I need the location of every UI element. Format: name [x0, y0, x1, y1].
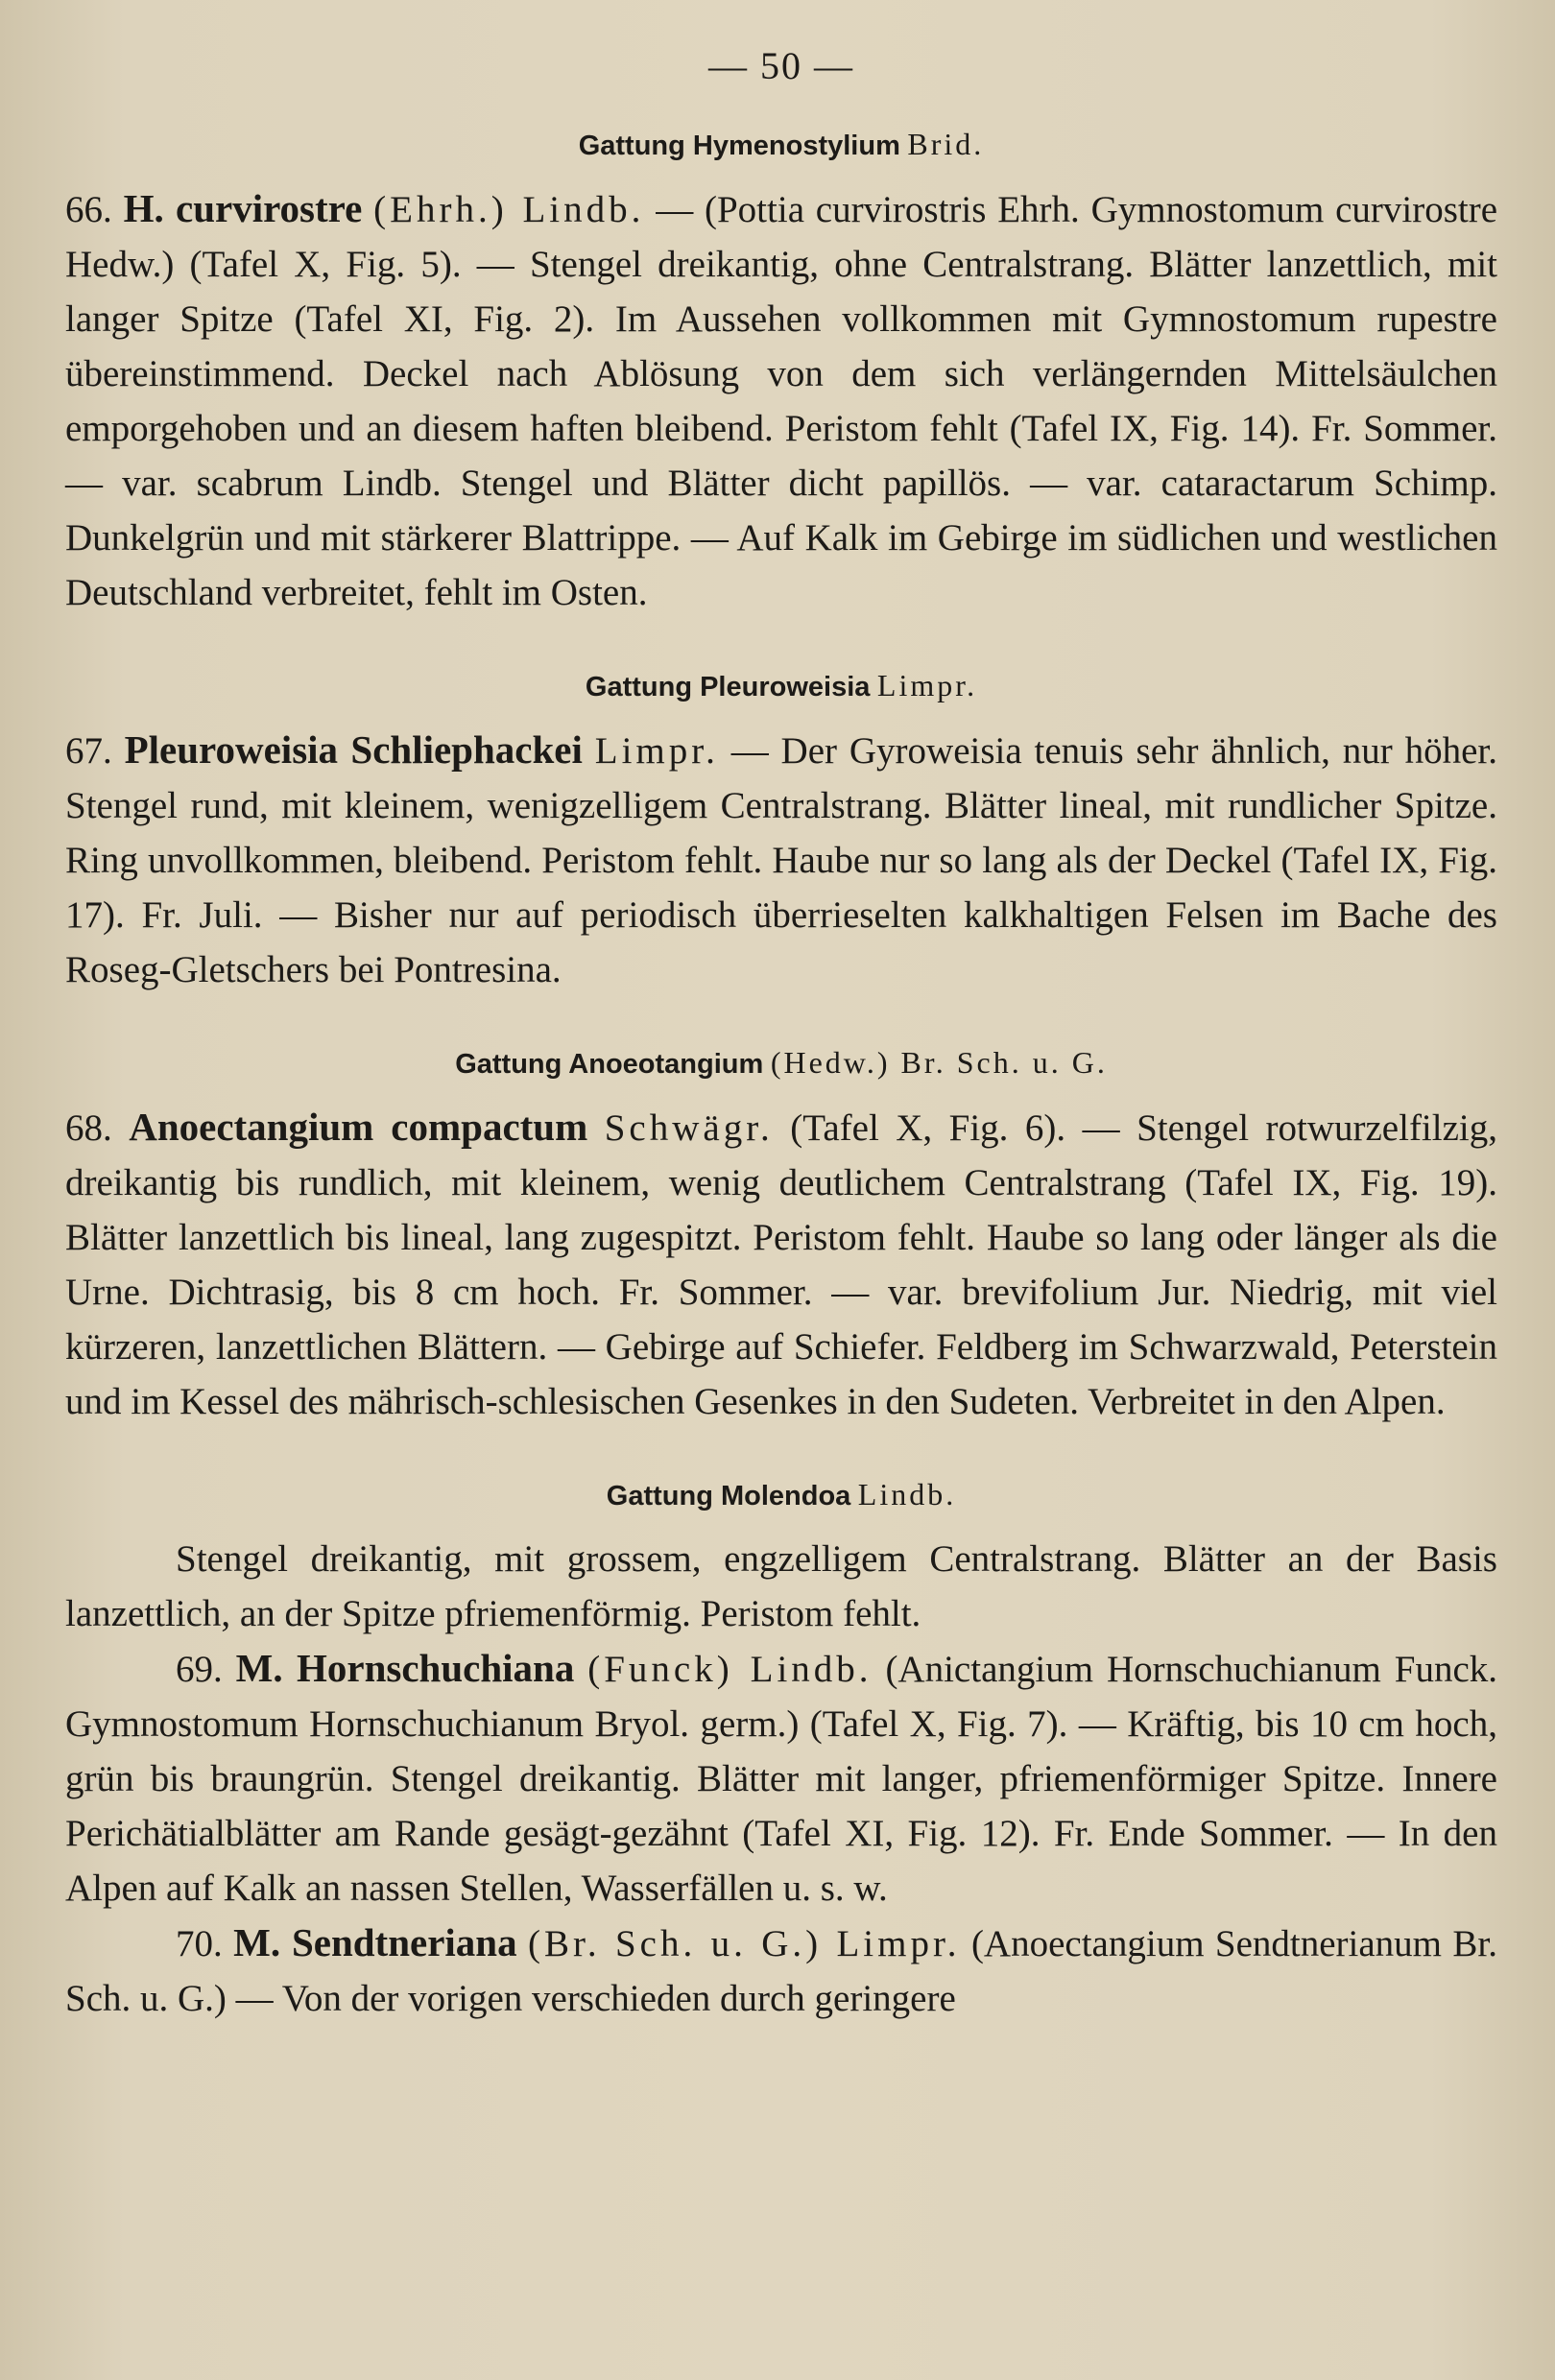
species-author: (Ehrh.) Lindb.	[373, 189, 645, 230]
genus-name: Gattung Anoeotangium	[455, 1049, 764, 1080]
species-name: M. Sendtneriana	[233, 1920, 517, 1964]
entry-number: 67.	[65, 730, 112, 772]
genus-name: Gattung Molendoa	[606, 1481, 851, 1511]
species-description: (Anoectangium Sendtnerianum Br. Sch. u. G.) — Von der vorigen verschieden durch geringere	[65, 1923, 1497, 2019]
species-name: Pleuroweisia Schliephackei	[124, 727, 583, 772]
species-name: M. Hornschuchiana	[235, 1646, 575, 1690]
page-number: — 50 —	[708, 44, 854, 87]
genus-heading	[65, 668, 1497, 703]
genus-section-pleuroweisia	[65, 668, 1497, 997]
genus-name: Gattung Hymenostylium	[578, 131, 900, 161]
species-entry	[65, 1641, 1497, 1916]
genus-heading	[65, 1477, 1497, 1512]
entry-number: 69.	[176, 1649, 223, 1690]
genus-authority: Brid.	[907, 127, 985, 161]
species-entry	[65, 1100, 1497, 1429]
species-description: — (Pottia curvirostris Ehrh. Gymnostomum curvirostre Hedw.) (Tafel X, Fig. 5). — Stengel dreikantig, ohne Centralstrang. Blätter lanzettlich, mit langer Spitze (Tafel XI, Fig. 2). Im Aussehen vollkommen mit Gymnostomum rupestre übereinstimmend. Deckel nach Ablösung von dem sich verlängernden Mittelsäulchen emporgehoben und an diesem haften bleibend. Peristom fehlt (Tafel IX, Fig. 14). Fr. Sommer. — var. scabrum Lindb. Stengel und Blätter dicht papillös. — var. cataractarum Schimp. Dunkelgrün und mit stärkerer Blattrippe. — Auf Kalk im Gebirge im südlichen und westlichen Deutschland verbreitet, fehlt im Osten.	[65, 189, 1498, 613]
genus-section-molendoa	[65, 1477, 1497, 2026]
species-author: Schwägr.	[604, 1107, 774, 1149]
species-name: H. curvirostre	[123, 186, 363, 230]
species-description: (Tafel X, Fig. 6). — Stengel rotwurzelfilzig, dreikantig bis rundlich, mit kleinem, wenig deutlichem Centralstrang (Tafel IX, Fig. 19). Blätter lanzettlich bis lineal, lang zugespitzt. Peristom fehlt. Haube so lang oder länger als die Urne. Dichtrasig, bis 8 cm hoch. Fr. Sommer. — var. brevifolium Jur. Niedrig, mit viel kürzeren, lanzettlichen Blättern. — Gebirge auf Schiefer. Feldberg im Schwarzwald, Peterstein und im Kessel des mährisch-schlesischen Gesenkes in den Sudeten. Verbreitet in den Alpen.	[65, 1107, 1497, 1422]
species-description: — Der Gyroweisia tenuis sehr ähnlich, nur höher. Stengel rund, mit kleinem, wenigzelligem Centralstrang. Blätter lineal, mit rundlicher Spitze. Ring unvollkommen, bleibend. Peristom fehlt. Haube nur so lang als der Deckel (Tafel IX, Fig. 17). Fr. Juli. — Bisher nur auf periodisch überrieselten kalkhaltigen Felsen im Bache des Roseg-Gletschers bei Pontresina.	[65, 730, 1498, 990]
species-description: (Anictangium Hornschuchianum Funck. Gymnostomum Hornschuchianum Bryol. germ.) (Tafel X, Fig. 7). — Kräftig, bis 10 cm hoch, grün bis braungrün. Stengel dreikantig. Blätter mit langer, pfriemenförmiger Spitze. Innere Perichätialblätter am Rande gesägt-gezähnt (Tafel XI, Fig. 12). Fr. Ende Sommer. — In den Alpen auf Kalk an nassen Stellen, Wasserfällen u. s. w.	[65, 1649, 1498, 1909]
entry-number: 70.	[176, 1923, 223, 1964]
entry-number: 68.	[65, 1107, 112, 1149]
species-entry	[65, 1916, 1497, 2026]
genus-heading	[65, 127, 1497, 162]
species-entry	[65, 181, 1497, 620]
species-name: Anoectangium compactum	[129, 1105, 588, 1149]
genus-authority: Lindb.	[857, 1477, 957, 1511]
species-entry	[65, 723, 1497, 997]
genus-heading	[65, 1045, 1497, 1081]
genus-authority: (Hedw.) Br. Sch. u. G.	[770, 1045, 1108, 1080]
genus-section-anoectangium	[65, 1045, 1497, 1429]
species-author: (Br. Sch. u. G.) Limpr.	[527, 1923, 961, 1964]
genus-authority: Limpr.	[876, 668, 978, 702]
genus-section-hymenostylium	[65, 127, 1497, 620]
species-author: Limpr.	[594, 730, 719, 772]
genus-name: Gattung Pleuroweisia	[585, 672, 871, 702]
entry-number: 66.	[65, 189, 112, 230]
species-author: (Funck) Lindb.	[587, 1649, 873, 1690]
genus-description: Stengel dreikantig, mit grossem, engzelligem Centralstrang. Blätter an der Basis lanzettlich, an der Spitze pfriemenförmig. Peristom fehlt.	[65, 1538, 1497, 1634]
